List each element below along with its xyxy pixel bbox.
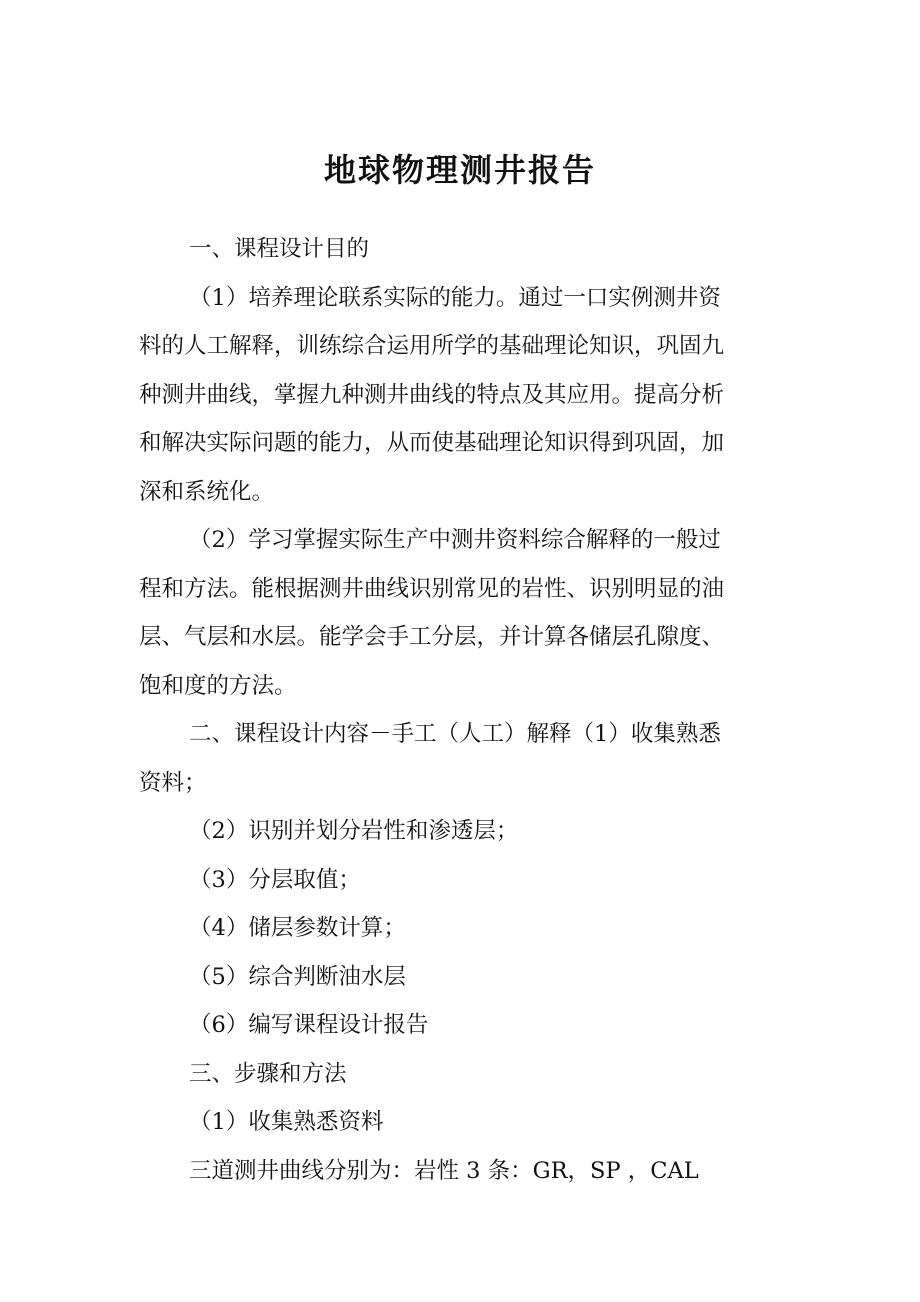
paragraph-curves: 三道测井曲线分别为：岩性 3 条：GR，SP ，CAL	[189, 1157, 699, 1184]
paragraph-line: 资料；	[139, 769, 207, 796]
paragraph-line: 层、气层和水层。能学会手工分层，并计算各储层孔隙度、	[139, 624, 725, 650]
list-item: （6）编写课程设计报告	[189, 1012, 429, 1038]
document-body	[139, 225, 789, 1195]
paragraph-line: 料的人工解释，训练综合运用所学的基础理论知识，巩固九	[139, 333, 725, 359]
paragraph-line: 和解决实际问题的能力，从而使基础理论知识得到巩固，加	[139, 430, 725, 456]
section-heading-purpose: 一、课程设计目的	[189, 236, 370, 262]
paragraph-line: 饱和度的方法。	[139, 672, 297, 699]
paragraph-line: 程和方法。能根据测井曲线识别常见的岩性、识别明显的油	[139, 575, 725, 602]
paragraph-ability-training	[139, 274, 789, 517]
document-title: 地球物理测井报告	[323, 151, 596, 189]
list-item: （5）综合判断油水层	[189, 963, 406, 990]
section-heading-content	[139, 710, 789, 807]
paragraph-line: （1）培养理论联系实际的能力。通过一口实例测井资	[189, 284, 721, 311]
paragraph-interpretation-process	[139, 516, 789, 710]
paragraph-line: 深和系统化。	[139, 478, 275, 505]
list-item: （4）储层参数计算；	[189, 915, 406, 941]
list-item: （1）收集熟悉资料	[189, 1109, 384, 1135]
list-item: （3）分层取值；	[189, 866, 361, 893]
paragraph-line: （2）学习掌握实际生产中测井资料综合解释的一般过	[189, 527, 721, 553]
paragraph-line: 二、课程设计内容－手工（人工）解释（1）收集熟悉	[189, 721, 721, 747]
list-item: （2）识别并划分岩性和渗透层；	[189, 818, 519, 844]
section-heading-steps: 三、步骤和方法	[189, 1060, 347, 1087]
paragraph-line: 种测井曲线，掌握九种测井曲线的特点及其应用。提高分析	[139, 381, 725, 408]
